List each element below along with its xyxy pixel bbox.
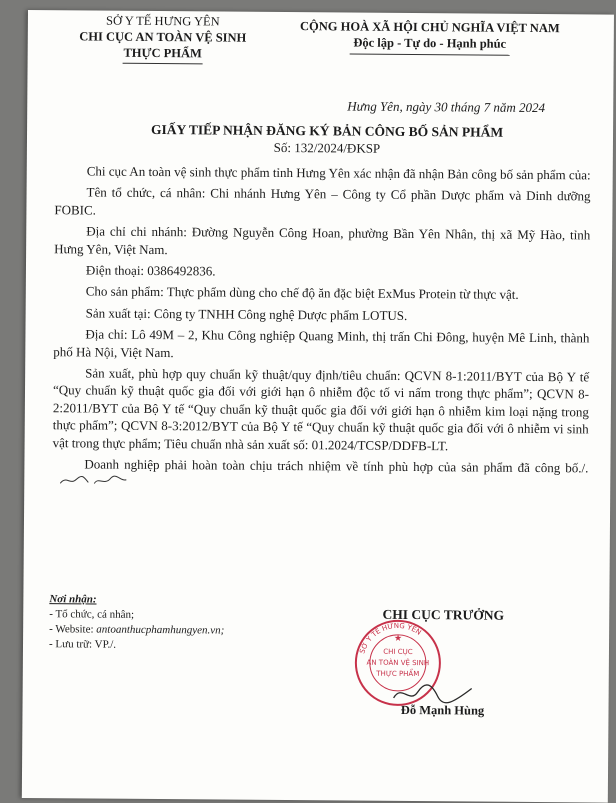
responsibility-text: Doanh nghiệp phải hoàn toàn chịu trách nhiệm về tính phù hợp của sản phẩm đã công bố./.: [84, 456, 589, 476]
seal-ring-text: SỞ Y TẾ HƯNG YÊN: [358, 621, 423, 655]
paragraph-product: Cho sản phẩm: Thực phẩm dùng cho chế độ ăn đặc biệt ExMus Protein từ thực vật.: [85, 283, 519, 303]
seal-line2: AN TOÀN VỆ SINH: [366, 658, 430, 668]
recipient-website-url: antoanthucphamhungyen.vn;: [96, 623, 225, 637]
seal-line3: THỰC PHẨM: [376, 669, 420, 679]
signatory-position: CHI CỤC TRƯỞNG: [382, 606, 505, 623]
paragraph-organization: Tên tổ chức, cá nhân: Chi nhánh Hưng Yên – Công ty Cổ phần Dược phẩm và Dinh dưỡng FOBIC.: [54, 184, 591, 218]
paragraph-branch-address: Địa chỉ chi nhánh: Đường Nguyễn Công Hoan, phường Bần Yên Nhân, thị xã Mỹ Hào, tỉnh Hưng Yên, Việt Nam.: [54, 223, 591, 257]
paragraph-standards: Sản xuất, phù hợp quy chuẩn kỹ thuật/quy định/tiêu chuẩn: QCVN 8-1:2011/BYT của Bộ Y tế “Quy chuẩn kỹ thuật quốc gia đối với giới hạn ô nhiễm độc tố vi nấm trong thực phẩm”; QCVN 8-2:2011/BYT của Bộ Y tế “Quy chuẩn kỹ thuật quốc gia đối với giới hạn ô nhiễm kim loại nặng trong thực phẩm”; QCVN 8-3:2012/BYT của Bộ Y tế “Quy chuẩn kỹ thuật quốc gia đối với ô nhiễm vi sinh vật trong thực phẩm; Tiêu chuẩn nhà sản xuất số: 01.2024/TCSP/DDFB-LT.: [52, 365, 590, 454]
paragraph-responsibility: [52, 455, 588, 495]
recipients-heading: Nơi nhận:: [49, 593, 97, 606]
national-header: [270, 18, 590, 53]
paragraph-manufacturer: Sản xuất tại: Công ty TNHH Công nghệ Dược phẩm LOTUS.: [85, 305, 408, 323]
issuing-agency-header: [68, 12, 258, 61]
recipient-item: [49, 622, 224, 638]
country-name: CỘNG HOÀ XÃ HỘI CHỦ NGHĨA VIỆT NAM: [299, 19, 560, 36]
recipient-website-label: - Website:: [49, 623, 97, 636]
document-number: Số: 132/2024/ĐKSP: [273, 139, 381, 156]
recipient-item: - Tổ chức, cá nhân;: [49, 608, 135, 621]
document-title: GIẤY TIẾP NHẬN ĐĂNG KÝ BẢN CÔNG BỐ SẢN PHẨM: [150, 121, 504, 140]
recipient-item: - Lưu trữ: VP./.: [48, 638, 117, 651]
recipients-block: [49, 592, 225, 653]
document-date: Hưng Yên, ngày 30 tháng 7 năm 2024: [347, 98, 546, 116]
paragraph-manufacturer-address: Địa chỉ: Lô 49M – 2, Khu Công nghiệp Quang Minh, thị trấn Chi Đông, huyện Mê Linh, thành phố Hà Nội, Việt Nam.: [53, 326, 590, 360]
svg-text:★: ★: [393, 633, 403, 644]
department-name: SỞ Y TẾ HƯNG YÊN: [106, 13, 220, 29]
document-page: [22, 10, 614, 803]
agency-name-line2: THỰC PHẨM: [123, 45, 202, 61]
header-left-underline: [123, 63, 203, 65]
header-right-underline: [350, 54, 510, 56]
paragraph-confirmation: Chi cục An toàn vệ sinh thực phẩm tỉnh Hưng Yên xác nhận đã nhận Bản công bố sản phẩm của:: [86, 163, 591, 183]
signatory-name: Đỗ Mạnh Hùng: [400, 702, 485, 718]
national-motto: Độc lập - Tự do - Hạnh phúc: [353, 35, 507, 51]
document-body: [52, 162, 591, 499]
agency-name-line1: CHI CỤC AN TOÀN VỆ SINH: [79, 29, 247, 45]
paragraph-phone: Điện thoại: 0386492836.: [85, 262, 216, 279]
seal-line1: CHI CỤC: [383, 647, 413, 657]
initials-signature-icon: [58, 473, 128, 488]
